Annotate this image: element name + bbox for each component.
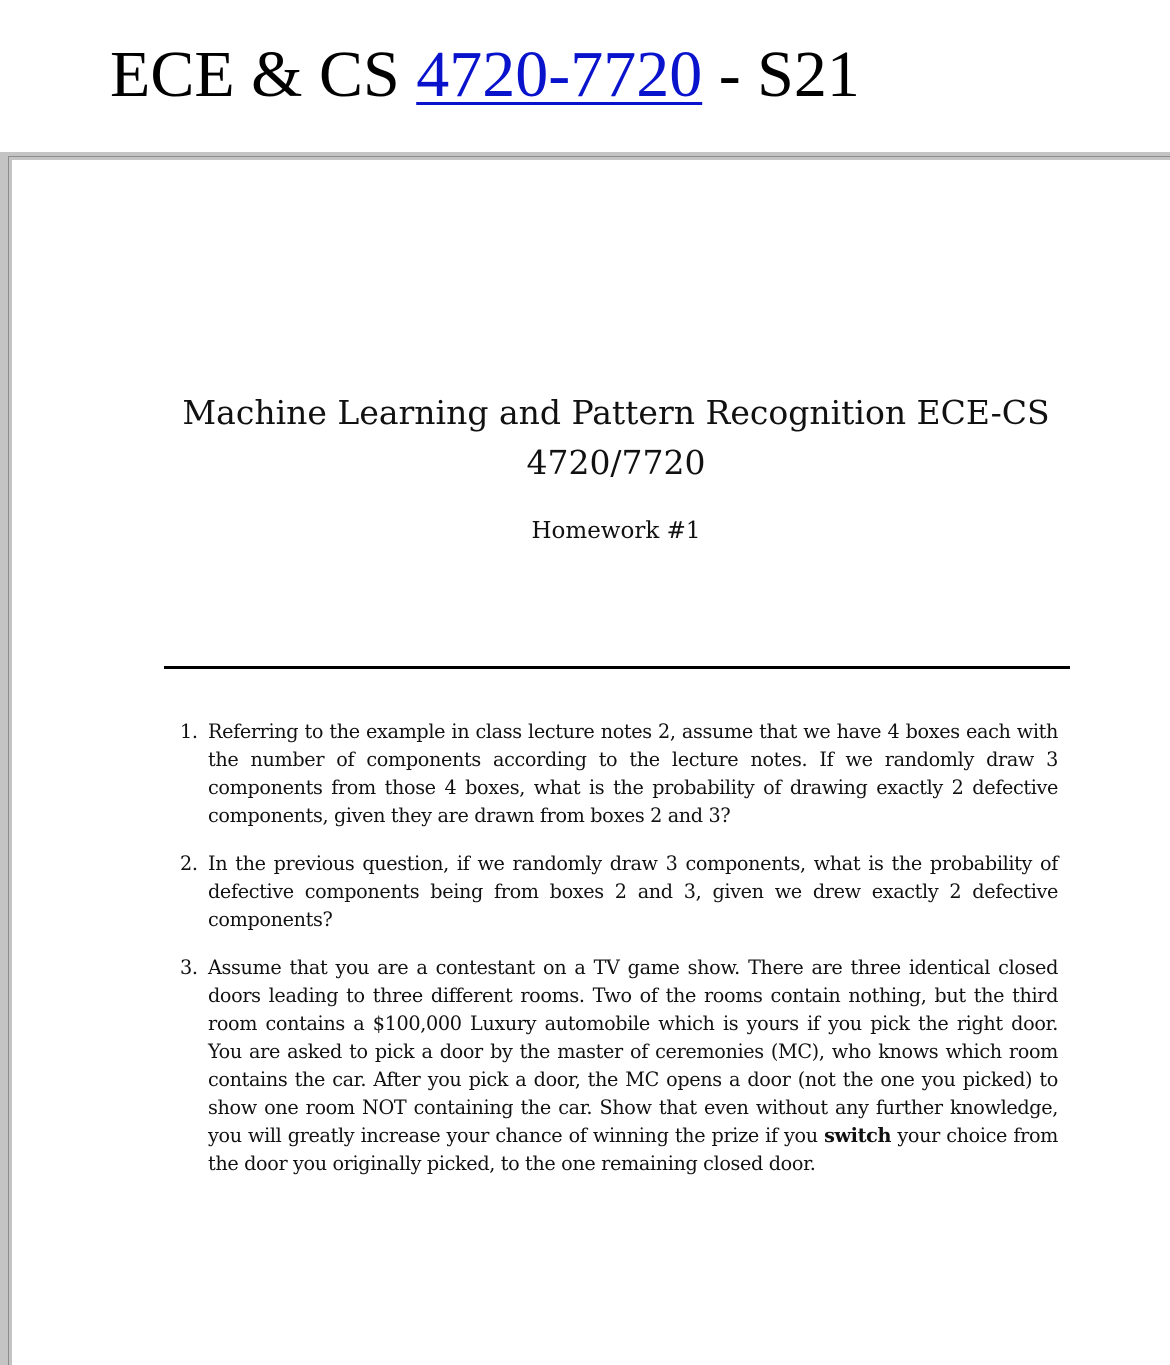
question-list <box>152 718 1058 1198</box>
question-number: 2. <box>180 852 198 875</box>
question-text: In the previous question, if we randomly draw 3 components, what is the probability of defective components being from boxes 2 and 3, given we drew exactly 2 defective components? <box>208 852 1058 931</box>
section-divider <box>164 666 1070 669</box>
question-text-start: Assume that you are a contestant on a TV game show. There are three identical closed doors leading to three different rooms. Two of the rooms contain nothing, but the third room contains a $100,000 Luxury automobile which is yours if you pick the right door. You are asked to pick a door by the master of ceremonies (MC), who knows which room contains the car. After you pick a door, the MC opens a door (not the one you picked) to show one room NOT containing the car. Show that even without any further knowledge, you will greatly increase your chance of winning the prize if you <box>208 956 1058 1147</box>
question-item <box>152 850 1058 934</box>
question-number: 1. <box>180 720 198 743</box>
question-text-end: your choice from the door you originally picked, to the one remaining closed door. <box>208 1124 1058 1175</box>
page-header <box>0 0 1170 152</box>
question-item <box>152 718 1058 830</box>
question-number: 3. <box>180 956 198 979</box>
homework-label: Homework #1 <box>531 518 701 544</box>
course-heading <box>110 38 860 111</box>
document-title: Machine Learning and Pattern Recognition ECE-CS 4720/7720 <box>182 393 1050 482</box>
course-number-link[interactable]: 4720-7720 <box>416 38 703 111</box>
heading-prefix: ECE & CS <box>110 38 417 111</box>
emphasized-word: switch <box>824 1124 892 1147</box>
question-text <box>208 956 1058 1175</box>
document-frame[interactable] <box>0 152 1170 1365</box>
heading-suffix: - S21 <box>702 38 860 111</box>
question-text: Referring to the example in class lecture notes 2, assume that we have 4 boxes each with the number of components according to the lecture notes. If we randomly draw 3 components from those 4 boxes, what is the probability of drawing exactly 2 defective components, given they are drawn from boxes 2 and 3? <box>208 720 1058 827</box>
question-item <box>152 954 1058 1178</box>
homework-document <box>12 160 1170 1365</box>
